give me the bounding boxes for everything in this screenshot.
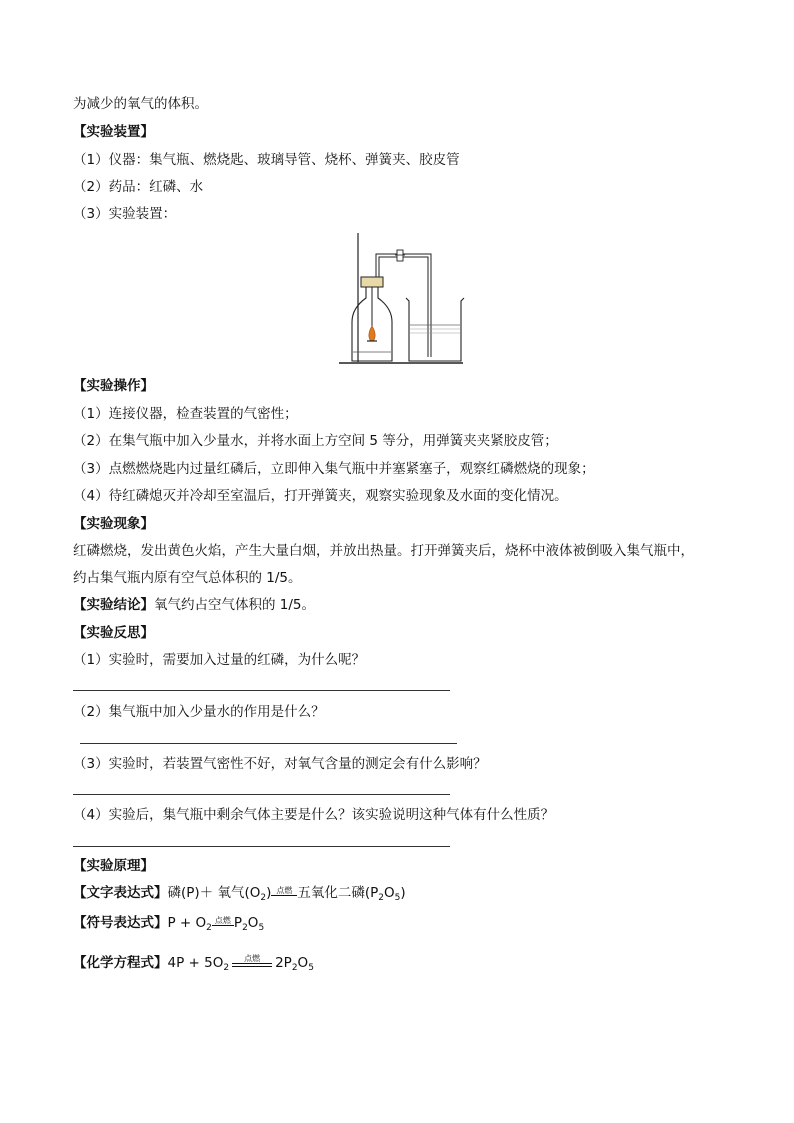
flame-icon	[369, 326, 375, 341]
reaction-condition: 点燃	[276, 886, 293, 895]
apparatus-item-2: （2）药品：红磷、水	[73, 179, 204, 195]
chemical-equation-label: 【化学方程式】	[73, 955, 168, 971]
subscript: 5	[258, 923, 265, 933]
chemical-equation-product: 2P	[275, 955, 292, 971]
word-equation-label: 【文字表达式】	[73, 885, 168, 901]
reaction-condition: 点燃	[244, 954, 261, 963]
apparatus-item-3: （3）实验装置：	[73, 206, 177, 222]
answer-line-4[interactable]	[73, 846, 450, 847]
subscript: 2	[206, 923, 212, 933]
subscript: 2	[260, 893, 267, 903]
phenomenon-text-1: 红磷燃烧，发出黄色火焰，产生大量白烟，并放出热量。打开弹簧夹后，烧杯中液体被倒吸入集气瓶中，	[73, 543, 694, 559]
symbol-equation-product: P	[233, 915, 243, 931]
word-equation-product: 五氧化二磷(P	[297, 885, 379, 901]
heading-principle: 【实验原理】	[73, 858, 154, 874]
heading-apparatus: 【实验装置】	[73, 124, 154, 140]
operation-step-1: （1）连接仪器，检查装置的气密性；	[73, 406, 298, 422]
conclusion-text: 氧气约占空气体积的 1/5。	[154, 597, 316, 613]
subscript: 5	[394, 893, 401, 903]
element-symbol: O	[247, 915, 259, 931]
question-1: （1）实验时，需要加入过量的红磷，为什么呢？	[73, 652, 366, 668]
subscript: 2	[223, 963, 230, 973]
answer-line-2[interactable]	[80, 743, 457, 744]
paren: )	[400, 885, 406, 901]
chemical-equation-reactants: 4P + 5O	[167, 955, 224, 971]
question-2: （2）集气瓶中加入少量水的作用是什么？	[73, 704, 325, 720]
reaction-equals-sign	[232, 955, 272, 967]
question-3: （3）实验时，若装置气密性不好，对氧气含量的测定会有什么影响？	[73, 756, 487, 772]
reaction-condition: 点燃	[214, 916, 231, 925]
question-4: （4）实验后，集气瓶中剩余气体主要是什么？该实验说明这种气体有什么性质？	[73, 807, 555, 823]
subscript: 5	[308, 963, 314, 973]
heading-conclusion: 【实验结论】	[73, 597, 154, 613]
symbol-equation-label: 【符号表达式】	[73, 915, 168, 931]
word-equation	[73, 884, 406, 907]
subscript: 2	[291, 963, 298, 973]
heading-phenomenon: 【实验现象】	[73, 516, 154, 532]
subscript: 2	[378, 893, 385, 903]
word-equation-reactants: 磷(P)＋ 氧气(O	[167, 885, 261, 901]
subscript: 2	[242, 923, 248, 933]
symbol-equation-reactants: P + O	[167, 915, 207, 931]
chemical-equation	[73, 954, 314, 977]
paren: )	[266, 885, 272, 901]
answer-line-1[interactable]	[73, 690, 450, 691]
element-symbol: O	[384, 885, 395, 901]
answer-line-3[interactable]	[73, 794, 450, 795]
phenomenon-text-2: 约占集气瓶内原有空气总体积的 1/5。	[73, 570, 302, 586]
operation-step-3: （3）点燃燃烧匙内过量红磷后，立即伸入集气瓶中并塞紧塞子，观察红磷燃烧的现象；	[73, 461, 595, 477]
symbol-equation	[73, 914, 264, 937]
operation-step-2: （2）在集气瓶中加入少量水，并将水面上方空间 5 等分，用弹簧夹夹紧胶皮管；	[73, 433, 558, 449]
operation-step-4: （4）待红磷熄灭并冷却至室温后，打开弹簧夹，观察实验现象及水面的变化情况。	[73, 488, 568, 504]
element-symbol: O	[297, 955, 309, 971]
reaction-arrow	[212, 917, 234, 926]
reaction-arrow	[271, 887, 297, 896]
heading-reflection: 【实验反思】	[73, 625, 154, 641]
intro-text: 为减少的氧气的体积。	[73, 96, 208, 112]
apparatus-item-1: （1）仪器：集气瓶、燃烧匙、玻璃导管、烧杯、弹簧夹、胶皮管	[73, 152, 460, 168]
experiment-apparatus-diagram	[336, 230, 466, 368]
conclusion-line	[73, 596, 315, 614]
heading-operation: 【实验操作】	[73, 378, 154, 394]
